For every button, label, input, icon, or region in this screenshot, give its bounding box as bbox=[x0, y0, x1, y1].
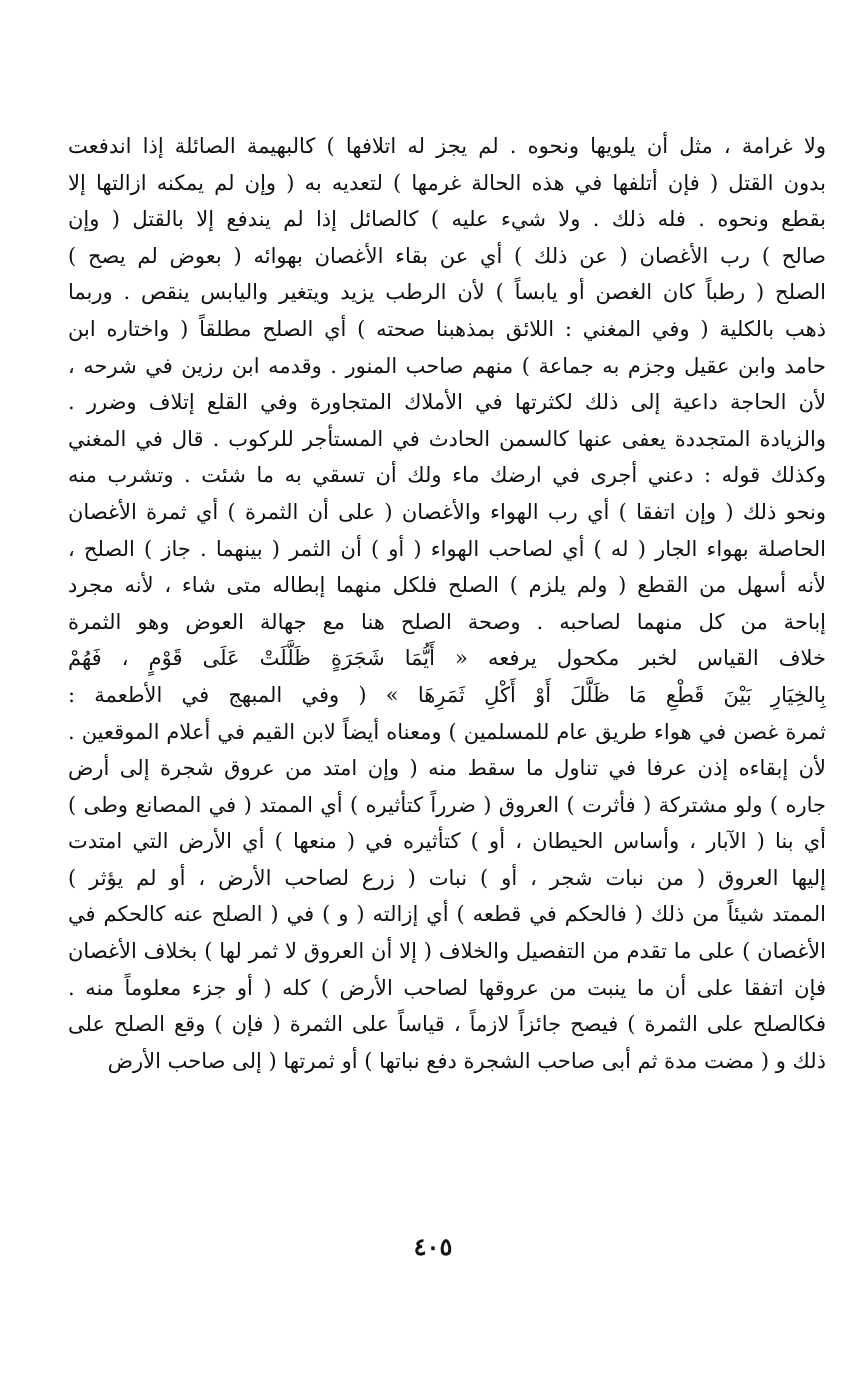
text-line: جاره ) ولو مشتركة ( فأثرت ) العروق ( ضرراً كتأثيره ) أي الممتد ( في المصانع وطى ) bbox=[68, 792, 826, 817]
text-line: إليها العروق ( من نبات شجر ، أو ) نبات ( زرع لصاحب الأرض ، أو لم يؤثر ) bbox=[68, 865, 826, 890]
text-line: ولا غرامة ، مثل أن يلويها ونحوه . لم يجز له اتلافها ) كالبهيمة الصائلة إذا اندفعت bbox=[68, 134, 826, 158]
text-line: وكذلك قوله : دعني أجرى في ارضك ماء ولك أن تسقي به ما شئت . وتشرب منه bbox=[68, 463, 826, 488]
body-text bbox=[68, 128, 826, 1079]
text-line: بقطع ونحوه . فله ذلك . ولا شيء عليه ) كالصائل إذا لم يندفع إلا بالقتل ( وإن bbox=[68, 207, 826, 232]
text-line: فكالصلح على الثمرة ) فيصح جائزاً لازماً ، قياساً على الثمرة ( فإن ) وقع الصلح على bbox=[68, 1012, 826, 1037]
text-line: الممتد شيئاً من ذلك ( فالحكم في قطعه ) أي إزالته ( و ) في ( الصلح عنه كالحكم في bbox=[68, 902, 826, 927]
text-line: الحاصلة بهواء الجار ( له ) أي لصاحب الهواء ( أو ) أن الثمر ( بينهما . جاز ) الصلح ، bbox=[68, 536, 826, 561]
text-line: إباحة من كل منهما لصاحبه . وصحة الصلح هنا مع جهالة العوض وهو الثمرة bbox=[68, 609, 826, 634]
text-line: ونحو ذلك ( وإن اتفقا ) أي رب الهواء والأغصان ( على أن الثمرة ) أي ثمرة الأغصان bbox=[68, 499, 826, 524]
text-line: لأنه أسهل من القطع ( ولم يلزم ) الصلح فلكل منهما إبطاله متى شاء ، لأنه مجرد bbox=[68, 573, 826, 598]
text-line: لأن الحاجة داعية إلى ذلك لكثرتها في الأملاك المتجاورة وفي القلع إتلاف وضرر . bbox=[68, 390, 826, 415]
text-line: لأن إبقاءه إذن عرفا في تناول ما سقط منه ( وإن امتد من عروق شجرة إلى أرض bbox=[68, 756, 826, 781]
text-line: صالح ) رب الأغصان ( عن ذلك ) أي عن بقاء الأغصان بهوائه ( بعوض لم يصح ) bbox=[68, 243, 826, 268]
page-number: ٤٠٥ bbox=[413, 1232, 453, 1261]
text-line: حامد وابن عقيل وجزم به جماعة ) منهم صاحب المنور . وقدمه ابن رزين في شرحه ، bbox=[68, 353, 826, 378]
text-line: الصلح ( رطباً كان الغصن أو يابساً ) لأن الرطب يزيد ويتغير واليابس ينقص . وربما bbox=[68, 280, 826, 305]
text-line: الأغصان ) على ما تقدم من التفصيل والخلاف ( إلا أن العروق لا ثمر لها ) بخلاف الأغصان bbox=[68, 939, 826, 964]
text-line: بِالخِيَارِ بَيْنَ قَطْعِ مَا ظَلَّلَ أَوْ أَكْلِ ثَمَرِهَا » ( وفي المبهج في الأطعمة : bbox=[68, 682, 826, 707]
text-line: بدون القتل ( فإن أتلفها في هذه الحالة غرمها ) لتعديه به ( وإن لم يمكنه ازالتها إلا bbox=[68, 170, 826, 195]
text-line: خلاف القياس لخبر مكحول يرفعه « أَيُّمَا شَجَرَةٍ ظَلَّلَتْ عَلَى قَوْمٍ ، فَهُمْ bbox=[68, 646, 826, 671]
text-line: ذهب بالكلية ( وفي المغني : اللائق بمذهبنا صحته ) أي الصلح مطلقاً ( واختاره ابن bbox=[68, 316, 826, 341]
text-line: أي بنا ( الآبار ، وأساس الحيطان ، أو ) كتأثيره في ( منعها ) أي الأرض التي امتدت bbox=[68, 829, 826, 854]
text-line: ذلك و ( مضت مدة ثم أبى صاحب الشجرة دفع نباتها ) أو ثمرتها ( إلى صاحب الأرض bbox=[107, 1048, 826, 1073]
text-line: فإن اتفقا على أن ما ينبت من عروقها لصاحب الأرض ) كله ( أو جزء معلوماً منه . bbox=[68, 975, 826, 1000]
text-line: والزيادة المتجددة يعفى عنها كالسمن الحادث في المستأجر للركوب . قال في المغني bbox=[68, 426, 826, 451]
text-line: ثمرة غصن في هواء طريق عام للمسلمين ) ومعناه أيضاً لابن القيم في أعلام الموقعين . bbox=[68, 719, 826, 744]
